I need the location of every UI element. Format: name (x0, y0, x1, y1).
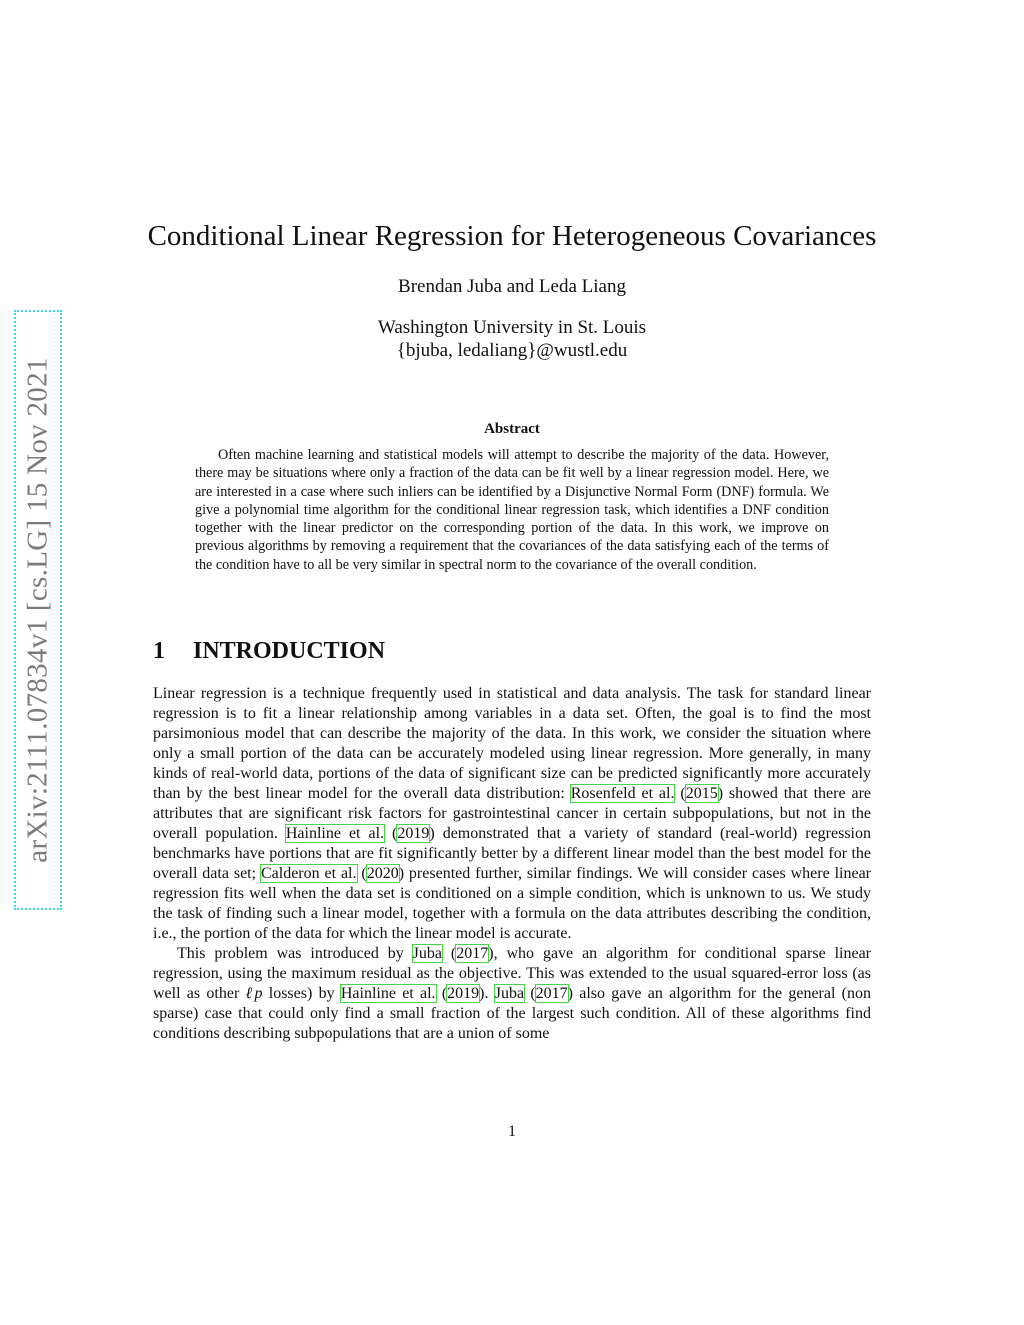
citation-juba[interactable]: Juba (412, 945, 442, 962)
intro-paragraph-2: This problem was introduced by Juba (2017), who gave an algorithm for conditional sparse linear regression, using the maximum residual as the objective. This was extended to the usual squared-error loss (as well as other ℓp losses) by Hainline et al. (2019). Juba (2017) also gave an algorithm for the general (non sparse) case that could only find a small fraction of the largest such condition. All of these algorithms find conditions describing subpopulations that are a union of some (153, 945, 872, 1042)
text-run: ) showed that there are attributes that are significant risk factors for gastrointestinal cancer in certain subpopulations, but not in the overall population. (153, 785, 872, 842)
section-title: INTRODUCTION (193, 638, 386, 664)
citation-hainline[interactable]: Hainline et al. (285, 825, 385, 842)
text-run: ) demonstrated that a variety of standard (real-world) regression benchmarks have portions that are fit significantly better by a different linear model than the best model for the overall data set; (153, 825, 871, 882)
paper-title: Conditional Linear Regression for Heterogeneous Covariances (147, 220, 877, 252)
citation-juba-2[interactable]: Juba (494, 985, 525, 1002)
lp-norm-symbol: ℓp (245, 985, 263, 1002)
citation-hainline-2[interactable]: Hainline et al. (340, 985, 436, 1002)
page-number: 1 (508, 1123, 516, 1140)
text-run: ) presented further, similar findings. We will consider cases where linear regression fits well when the data set is conditioned on a simple condition, which is unknown to us. We study the task of finding such a linear model, together with a formula on the data attributes describing the condition, i.e., the portion of the data for which the linear model is accurate. (153, 865, 872, 942)
arxiv-identifier-text: arXiv:2111.07834v1 [cs.LG] 15 Nov 2021 (21, 357, 54, 863)
citation-rosenfeld[interactable]: Rosenfeld et al. (570, 785, 675, 802)
citation-calderon[interactable]: Calderon et al. (260, 865, 357, 882)
author-affiliation-block (0, 316, 1024, 362)
abstract-heading: Abstract (484, 421, 540, 437)
introduction-body (153, 684, 871, 1044)
citation-juba-2-year[interactable]: 2017 (535, 985, 568, 1002)
paper-authors: Brendan Juba and Leda Liang (398, 276, 626, 297)
text-run: Linear regression is a technique frequently used in statistical and data analysis. The task for standard linear regression is to fit a linear relationship among variables in a data set. Often, the goal is to find the most parsimonious model that can describe the majority of the data. In this work, we consider the situation where only a small portion of the data can be accurately modeled using linear regression. More generally, in many kinds of real-world data, portions of the data of significant size can be predicted significantly more accurately than by the best linear model for the overall data distribution: (153, 685, 871, 802)
citation-calderon-year[interactable]: 2020 (366, 865, 399, 882)
abstract-text: Often machine learning and statistical models will attempt to describe the majority of the data. However, there may be situations where only a fraction of the data can be fit well by a linear regression model. Here, we are interested in a case where such inliers can be identified by a Disjunctive Normal Form (DNF) formula. We give a polynomial time algorithm for the conditional linear regression task, which identifies a DNF condition together with the linear predictor on the corresponding portion of the data. In this work, we improve on previous algorithms by removing a requirement that the covariances of the data satisfying each of the terms of the condition have to all be very similar in spectral norm to the covariance of the overall condition. (195, 447, 829, 573)
author-email: {bjuba, ledaliang}@wustl.edu (396, 340, 628, 361)
citation-hainline-2-year[interactable]: 2019 (447, 985, 480, 1002)
text-run: ). (479, 985, 495, 1002)
intro-paragraph-1: Linear regression is a technique frequently used in statistical and data analysis. The task for standard linear regression is to fit a linear relationship among variables in a data set. Often, the goal is to find the most parsimonious model that can describe the majority of the data. In this work, we consider the situation where only a small portion of the data can be accurately modeled using linear regression. More generally, in many kinds of real-world data, portions of the data of significant size can be predicted significantly more accurately than by the best linear model for the overall data distribution: Rosenfeld et al. (2015) showed that there are attributes that are significant risk factors for gastrointestinal cancer in certain subpopulations, but not in the overall population. Hainline et al. (2019) demonstrated that a variety of standard (real-world) regression benchmarks have portions that are fit significantly better by a different linear model than the best model for the overall data set; Calderon et al. (2020) presented further, similar findings. We will consider cases where linear regression fits well when the data set is conditioned on a simple condition, which is unknown to us. We study the task of finding such a linear model, together with a formula on the data attributes describing the condition, i.e., the portion of the data for which the linear model is accurate. (153, 685, 872, 942)
citation-hainline-year[interactable]: 2019 (397, 825, 430, 842)
citation-juba-year[interactable]: 2017 (456, 945, 489, 962)
arxiv-identifier-stamp[interactable] (14, 310, 62, 910)
text-run: ), who gave an algorithm for conditional sparse linear regression, using the maximum residual as the objective. This was extended to the usual squared-error loss (as well as other (153, 945, 872, 1002)
citation-rosenfeld-year[interactable]: 2015 (685, 785, 718, 802)
section-heading (153, 638, 385, 665)
text-run: This problem was introduced by (177, 945, 413, 962)
text-run: losses) by (262, 985, 341, 1002)
affiliation: Washington University in St. Louis (377, 317, 647, 338)
text-run: ) also gave an algorithm for the general (non sparse) case that could only find a small fraction of the largest such condition. All of these algorithms find conditions describing subpopulations that are a union of some (153, 985, 872, 1042)
section-number: 1 (153, 638, 165, 664)
